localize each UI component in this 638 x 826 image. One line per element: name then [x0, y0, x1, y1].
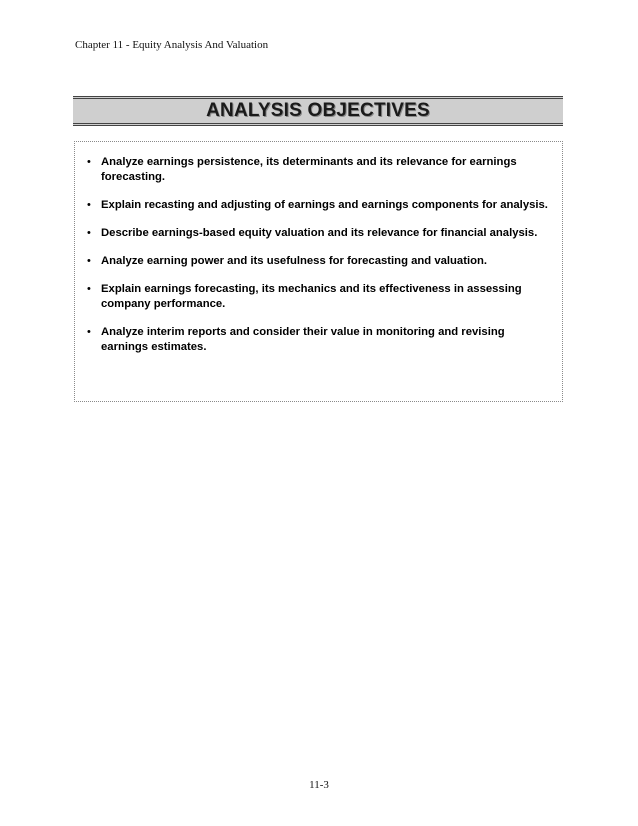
objectives-list: [75, 142, 562, 355]
bullet-icon: •: [87, 255, 91, 267]
objective-item: [75, 226, 554, 241]
section-title-bar: [73, 96, 563, 126]
objective-text: Describe earnings-based equity valuation and its relevance for financial analysis.: [101, 227, 538, 239]
bullet-icon: •: [87, 326, 91, 338]
page-number: 11-3: [309, 779, 329, 791]
section-title: ANALYSIS OBJECTIVES: [206, 100, 430, 121]
objectives-box: [74, 141, 563, 402]
running-header: Chapter 11 - Equity Analysis And Valuation: [75, 39, 269, 51]
objective-item: [75, 282, 554, 312]
objective-item: [75, 155, 554, 185]
objective-item: [75, 325, 554, 355]
objective-item: [75, 198, 554, 213]
bullet-icon: •: [87, 227, 91, 239]
objective-text: Explain recasting and adjusting of earnings and earnings components for analysis.: [101, 199, 548, 211]
objective-text: Analyze earnings persistence, its determinants and its relevance for earnings forecasting.: [101, 156, 517, 183]
bullet-icon: •: [87, 199, 91, 211]
objective-text: Explain earnings forecasting, its mechanics and its effectiveness in assessing company performance.: [101, 283, 522, 310]
objective-text: Analyze interim reports and consider their value in monitoring and revising earnings estimates.: [101, 326, 505, 353]
bullet-icon: •: [87, 156, 91, 168]
bullet-icon: •: [87, 283, 91, 295]
objective-item: [75, 254, 554, 269]
objective-text: Analyze earning power and its usefulness for forecasting and valuation.: [101, 255, 488, 267]
